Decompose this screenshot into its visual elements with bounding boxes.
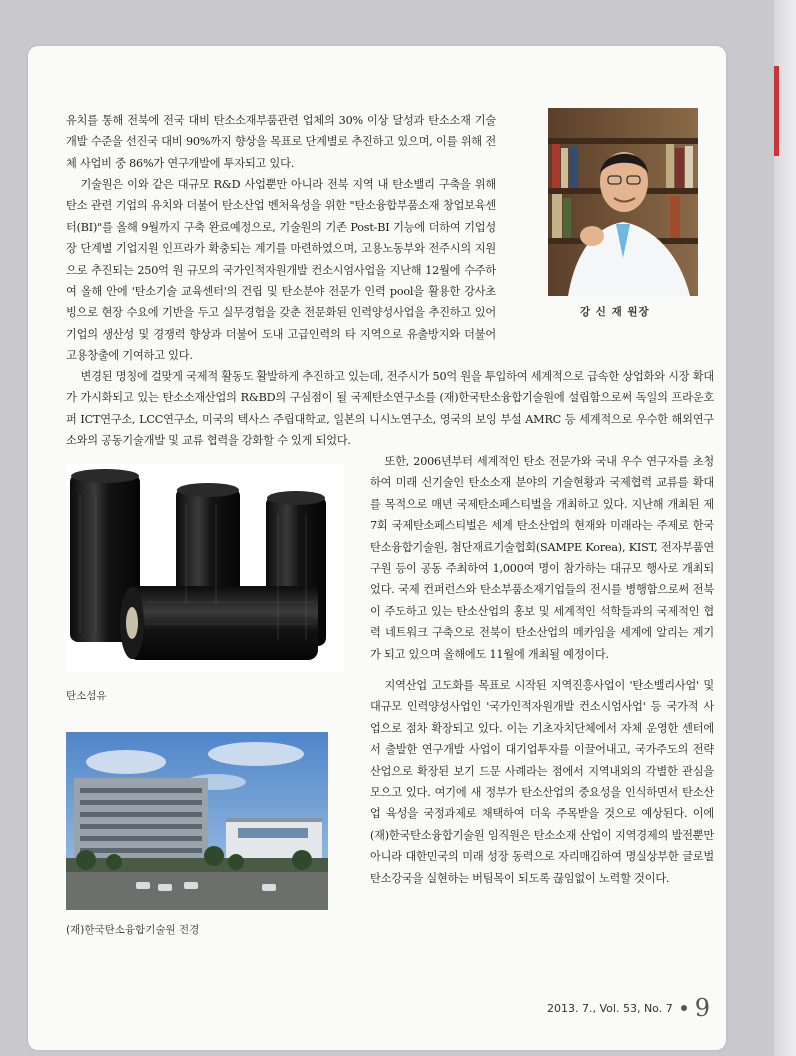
paragraph-5: 지역산업 고도화를 목표로 시작된 지역진흥사업이 '탄소밸리사업' 및 대규모 인력양성사업인 '국가인적자원개발 컨소시엄사업' 등 국가적 사업으로 점차 확장되고 있다. 이는 기초자치단체에서 자체 운영한 센터에서 출발한 연구개발 사업이 대기업투자를 이끌어내고, 국가주도의 전략산업으로 확장된 보기 드문 사례라는 점에서 지역내외의 각별한 관심을 모으고 있다. 여기에 새 정부가 탄소산업의 중요성을 인식하면서 탄소산업 육성을 국정과제로 채택하여 더욱 주목받을 것으로 예상된다. 이에 (재)한국탄소융합기술원 임직원은 탄소소재 산업이 지역경제의 발전뿐만 아니라 대한민국의 미래 성장 동력으로 자리매김하여 명실상부한 글로벌 탄소강국을 실현하는 버팀목이 되도록 끊임없이 노력할 것이다.: [370, 679, 714, 885]
carbon-fiber-photo: [66, 464, 344, 672]
paragraph-1: 유치를 통해 전북에 전국 대비 탄소소재부품관련 업체의 30% 이상 달성과 탄소소재 기술개발 수준을 선진국 대비 90%까지 향상을 목표로 단계별로 추진하고 있으며, 이를 위해 전체 사업비 중 86%가 연구개발에 투자되고 있다.: [66, 114, 496, 170]
page-footer: [547, 994, 710, 1022]
building-caption: (재)한국탄소융합기술원 전경: [66, 924, 200, 936]
paragraph-4: 또한, 2006년부터 세계적인 탄소 전문가와 국내 우수 연구자를 초청하여 미래 신기술인 탄소소재 분야의 기술현황과 국제협력 교류를 확대를 목적으로 매년 국제탄소페스티벌을 개최하고 있다. 지난해 개최된 제7회 국제탄소페스티벌은 세계 탄소산업의 현재와 미래라는 주제로 한국탄소융합기술원, 첨단재료기술협회(SAMPE Korea), KIST, 전자부품연구원 등이 공동 주최하여 1,000여 명이 참가하는 대규모 행사로 개최되었다. 국제 컨퍼런스와 탄소부품소재기업들의 전시를 병행함으로써 전북이 주도하고 있는 탄소산업의 홍보 및 세계적인 석학들과의 국제적인 협력 네트워크 구축으로 전북이 탄소산업의 메카임을 세계에 알리는 계기가 되고 있으며 올해에도 11월에 개최될 예정이다.: [370, 455, 714, 661]
edge-color-tab: [774, 66, 779, 156]
page-number: 9: [694, 994, 710, 1022]
portrait-caption: 강 신 재 원장: [580, 306, 650, 318]
fiber-caption: 탄소섬유: [66, 690, 107, 702]
document-page: [28, 46, 726, 1050]
paragraph-2: 기술원은 이와 같은 대규모 R&D 사업뿐만 아니라 전북 지역 내 탄소밸리 구축을 위해 탄소 관련 기업의 유치와 더불어 탄소산업 벤처육성을 위한 "탄소융합부품소재 창업보육센터(BI)"를 올해 9월까지 구축 완료예정으로, 기술원의 기존 Post-BI 기능에 더하여 기업성장 단계별 기업지원 인프라가 확충되는 계기를 마련하였으며, 고용노동부와 전주시의 지원으로 추진되는 250억 원 규모의 국가인적자원개발 컨소시엄사업을 지난해 12월에 수주하여 올해 안에 '탄소기술 교육센터'의 건립 및 탄소분야 전문가 인력 pool을 활용한 강사초빙으로 현장 수요에 기반을 두고 실무경험을 갖춘 전문화된 인력양성사업을 추진하고 있어 기업의 생산성 및 경쟁력 향상과 더불어 도내 고급인력의 타 지역으로 유출방지와 더불어 고용창출에 기여하고 있다.: [66, 178, 496, 363]
building-photo: [66, 732, 328, 910]
paragraph-3: 변경된 명칭에 걸맞게 국제적 활동도 활발하게 추진하고 있는데, 전주시가 50억 원을 투입하여 세계적으로 급속한 상업화와 시장 확대가 가시화되고 있는 탄소소재산업의 R&BD의 구심점이 될 국제탄소연구소를 (재)한국탄소융합기술원에 설립함으로써 독일의 프라운호퍼 ICT연구소, LCC연구소, 미국의 텍사스 주립대학교, 일본의 니시노연구소, 영국의 보잉 부설 AMRC 등 세계적으로 우수한 해외연구소와의 공동기술개발 및 교류 협력을 강화할 수 있게 되었다.: [66, 370, 714, 448]
page-fold: [774, 0, 796, 1056]
bullet-dot-icon: [681, 1005, 687, 1011]
portrait-photo: [548, 108, 698, 296]
issue-info: 2013. 7., Vol. 53, No. 7: [547, 1001, 673, 1015]
